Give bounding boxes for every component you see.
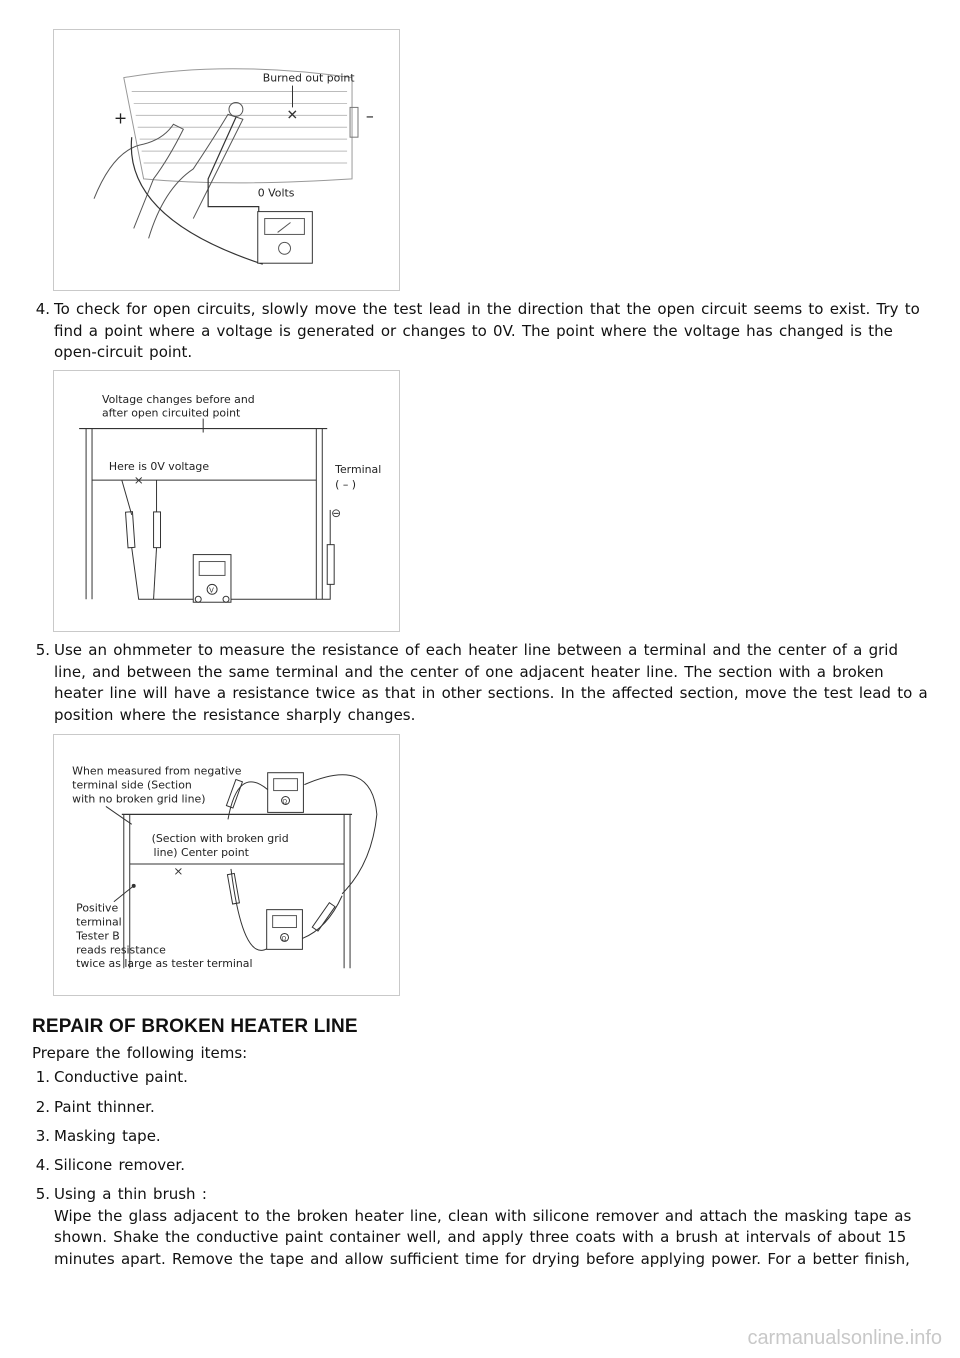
repair-item-1 [32,1067,932,1089]
step-number: 4. [35,300,50,318]
left-hand-icon [94,124,183,228]
item-number: 3. [35,1127,50,1145]
meter-letter: V [209,586,214,595]
step-text: Use an ohmmeter to measure the resistance of each heater line between a terminal and the center of a grid line, and between the same terminal and the center of one adjacent heater line. The section with a broken heater line will have a resistance twice as that in other sections. In the affected section, move the test lead to a position where the resistance sharply changes. [54,641,928,724]
plus-sign: + [113,108,128,128]
repair-item-5 [32,1184,932,1270]
negative-terminal-icon: ⊖ [331,505,342,520]
center-point-mark: × [173,863,184,878]
figure-resistance-measure [53,734,400,996]
open-point-mark: × [133,473,144,488]
step-number: 5. [35,641,50,659]
repair-item-3 [32,1126,932,1148]
item-text: Masking tape. [54,1127,161,1145]
fig3-neg-line1: When measured from negative [72,764,242,778]
diagram-voltage-change [54,371,399,631]
fig3-neg-line2: terminal side (Section [72,778,192,792]
item-number: 4. [35,1156,50,1174]
meter-bottom-letter: Ω [281,935,287,943]
fig3-broken-line2: line) Center point [153,846,249,860]
item-text: Conductive paint. [54,1068,188,1086]
item-text: Paint thinner. [54,1098,155,1116]
step-5 [32,640,932,726]
fig3-pos-line4: reads resistance [76,943,166,957]
fig2-caption-line2: after open circuited point [101,406,241,420]
fig3-pos-line5: twice as large as tester terminal [76,957,253,971]
repair-item-4 [32,1155,932,1177]
item-text: Using a thin brush : [54,1185,207,1203]
diagram-resistance-measure [54,735,399,995]
terminal-label: Terminal [335,463,382,477]
burned-label: Burned out point [262,71,355,85]
section-heading: REPAIR OF BROKEN HEATER LINE [32,1016,358,1037]
repair-item-2 [32,1097,932,1119]
section-intro: Prepare the following items: [32,1044,248,1062]
item-number: 5. [35,1185,50,1203]
diagram-burned-out-point [54,30,399,290]
fig3-broken-line1: (Section with broken grid [151,832,289,846]
step-4 [32,299,932,364]
figure-burned-out-point [53,29,400,291]
fig3-pos-line1: Positive [76,901,119,915]
fig3-neg-line3: with no broken grid line) [72,792,206,806]
fig2-caption-line1: Voltage changes before and [101,392,255,406]
minus-sign: – [365,106,374,126]
volts-label: 0 Volts [257,186,295,200]
step-text: To check for open circuits, slowly move the test lead in the direction that the open circuit seems to exist. Try to find a point where a voltage is generated or changes to 0V. The point where the voltage has changed is the open-circuit point. [54,300,920,361]
item-detail: Wipe the glass adjacent to the broken heater line, clean with silicone remover and attach the masking tape as shown. Shake the conductive paint container well, and apply three coats with a brush at intervals of about 15 minutes apart. Remove the tape and allow sufficient time for drying before applying power. For a better finish, [54,1206,912,1268]
fig3-pos-line3: Tester B [76,929,120,943]
item-number: 1. [35,1068,50,1086]
figure-voltage-change [53,370,400,632]
watermark: carmanualsonline.info [747,1327,942,1349]
item-number: 2. [35,1098,50,1116]
fig3-pos-line2: terminal [76,915,122,929]
burned-x-mark: ✕ [286,107,299,124]
meter-top-letter: Ω [282,798,288,806]
terminal-sign: ( – ) [335,478,357,492]
item-text: Silicone remover. [54,1156,185,1174]
zero-voltage-label: Here is 0V voltage [108,460,210,474]
